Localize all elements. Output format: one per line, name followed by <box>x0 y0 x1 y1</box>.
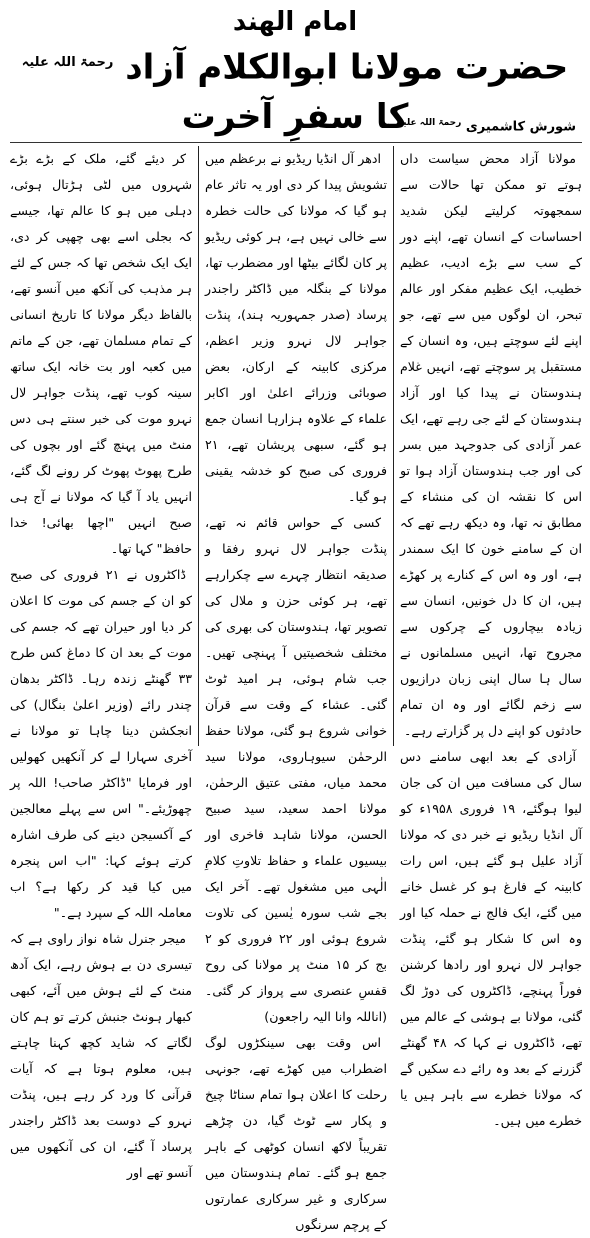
title-text-before: حضرت مولانا ابوالکلام آزاد <box>125 47 569 88</box>
top-rule <box>10 142 582 143</box>
header-small-title: امام الهند <box>232 7 358 37</box>
paragraph: آزادی کے بعد ابھی سامنے دس سال کی مسافت میں ان کی جان لیوا ہوگئے، ۱۹ فروری ۱۹۵۸ء کو آل انڈیا ریڈیو نے خبر دی کہ مولانا آزاد علیل ہو گئے ہیں، اس رات کابینہ کے فارغ ہو کر غسل خانے میں گئے، ایک فالج نے حملہ کیا اور وہ اس کا شکار ہو گئے، پنڈت جواہر لال نہرو اور رادھا کرشنن فوراً پہنچے، ڈاکٹروں کی دوڑ لگ گئی، مولانا بے ہوشی کے عالم میں تھے، ڈاکٹروں نے کہا کہ ۴۸ گھنٹے گزرنے کے بعد وہ رائے دے سکیں گے کہ مولانا خطرے سے باہر ہیں یا خطرے میں ہیں۔ <box>400 749 582 1128</box>
column-right <box>400 146 582 1128</box>
title-text-after: کا سفرِ آخرت <box>181 97 409 138</box>
column-middle <box>205 146 387 1232</box>
paragraph: مولانا آزاد محض سیاست داں ہوتے تو ممکن تھا حالات سے سمجھوتہ کرلیتے لیکن شدید احساسات کے انسان تھے، اپنے دور کے سب سے بڑے ادیب، عظیم خطیب، ایک عظیم مفکر اور عالم تبحر، ان لوگوں میں سے تھے، جو اپنے لئے سوچتے ہیں، وہ انسان کے مستقبل پر سوچتے تھے، انہیں غلام ہندوستان نے پیدا کیا اور آزاد ہندوستان کے لئے جی رہے تھے، ایک عمر آزادی کی جدوجہد میں بسر کی اور جب ہندوستان آزاد ہوا تو اس کا نقشہ ان کی منشاء کے مطابق نہ تھا، وہ دیکھ رہے تھے کہ ان کے سامنے خون کا ایک سمندر ہے، اور وہ اس کے کنارے پر کھڑے ہیں، ان کا دل خونیں، انسان سے زیادہ بیچاروں کے چرکوں سے مجروح تھا، انہیں مسلمانوں نے سال ہا سال اپنی زبان درازیوں سے زخم لگائے اور وہ ان تمام حادثوں کو اپنے دل پر گزارتے رہے۔ <box>400 151 582 738</box>
paragraph: کسی کے حواس قائم نہ تھے، پنڈت جواہر لال نہرو رفقا و صدیقہ انتظار چہرے سے چکرارہے تھے، ہر کوئی حزن و ملال کی تصویر تھا، ہندوستان کی بھری کی مختلف شخصیتیں آ پہنچی تھیں۔ جب شام ہوئی، ہر امید ٹوٹ گئی۔ عشاء کے وقت سے قرآن خوانی شروع ہو گئی، مولانا حفظ الرحمٰن سیوہاروی، مولانا سید محمد میاں، مفتی عتیق الرحمٰن، مولانا احمد سعید، سید صبیح الحسن، مولانا شاہد فاخری اور بیسیوں علماء و حفاظ تلاوتِ کلامِ الٰہی میں مشغول تھے۔ آخر ایک بجے شب سورہ یٰسین کی تلاوت شروع ہوئی اور ۲۲ فروری کو ۲ بج کر ۱۵ منٹ پر مولانا کی روح قفسِ عنصری سے پرواز کر گئی۔ (اناللہ وانا الیہ راجعون) <box>205 515 387 1024</box>
author-byline <box>398 118 576 134</box>
paragraph: میجر جنرل شاہ نواز راوی ہے کہ تیسری دن بے ہوش رہے، ایک آدھ منٹ کے لئے ہوش میں آئے، کبھی کبھار ہونٹ جنبش کرتے تو ہم کان لگاتے کہ شاید کچھ کہنا چاہتے ہیں، معلوم ہوتا ہے کہ آیات قرآنی کا ورد کر رہے ہیں، پنڈت نہرو کے دوست بعد ڈاکٹر راجندر پرساد آ گئے، ان کی آنکھوں میں آنسو تھے اور <box>10 931 192 1180</box>
column-left <box>10 146 192 1180</box>
author-name: شورش کاشمیری <box>465 119 576 135</box>
paragraph: ڈاکٹروں نے ۲۱ فروری کی صبح کو ان کے جسم کی موت کا اعلان کر دیا اور حیران تھے کہ جسم کی موت کے بعد ان کا دماغ کس طرح ۳۳ گھنٹے زندہ رہا۔ ڈاکٹر بدھان چندر رائے (وزیر اعلیٰ بنگال) کی انجکشن دینا چاہا تو مولانا نے آخری سہارا لے کر آنکھیں کھولیں اور فرمایا "ڈاکٹر صاحب! اللہ پر چھوڑیئے۔" اس سے پہلے معالجین کے آکسیجن دینے کی طرف اشارہ کرتے ہوئے کہا: "اب اس پنجرہ میں کیا قید کر رکھا ہے؟ اب معاملہ اللہ کے سپرد ہے۔" <box>10 567 192 920</box>
paragraph: اس وقت بھی سینکڑوں لوگ اضطراب میں کھڑے تھے، جونہی رحلت کا اعلان ہوا تمام سناٹا چیخ و پکار سے ٹوٹ گیا، دن چڑھے تقریباً لاکھ انسان کوٹھی کے باہر جمع ہو گئے۔ تمام ہندوستان میں سرکاری و غیر سرکاری عمارتوں کے پرچم سرنگوں <box>205 1035 387 1232</box>
paragraph: کر دیئے گئے، ملک کے بڑے بڑے شہروں میں لٹی ہڑتال ہوئی، دہلی میں ہو کا عالم تھا، جیسے کہ بجلی اسے بھی چھپی کر دی، ایک ایک شخص تھا کہ جس کے لئے ہر مذہب کی آنکھ میں آنسو تھے، بالفاظ دیگر مولانا کا تاریخ انسانی کے تمام مسلمان تھے، جن کے ماتم میں کعبہ اور بت خانہ ایک ساتھ سینہ کوب تھے، پنڈت جواہر لال نہرو موت کی خبر سنتے ہی دس منٹ میں پہنچ گئے اور بچوں کی طرح پھوٹ پھوٹ کر رونے لگ گئے، انہیں یاد آ گیا کہ مولانا نے آج ہی صبح انہیں "اچھا بھائی! خدا حافظ" کہا تھا۔ <box>10 151 192 556</box>
paragraph: ادھر آل انڈیا ریڈیو نے برعظم میں تشویش پیدا کر دی اور یہ تاثر عام ہو گیا کہ مولانا کی حالت خطرہ سے خالی نہیں ہے، ہر کوئی ریڈیو پر کان لگائے بیٹھا اور مضطرب تھا، مولانا کے بنگلہ میں ڈاکٹر راجندر پرساد (صدر جمہوریہ ہند)، پنڈت جواہر لال نہرو وزیر اعظم، مرکزی کابینہ کے ارکان، بعض صوبائی وزرائے اعلیٰ اور اکابر علماء کے علاوہ ہزارہا انسان جمع ہو گئے، سبھی پریشان تھے، ۲۱ فروری کی صبح کو خدشہ یقینی ہو گیا۔ <box>205 151 387 504</box>
column-divider <box>393 146 394 746</box>
column-divider <box>198 146 199 746</box>
title-honorific: رحمۃ اللہ علیہ <box>21 55 114 70</box>
article-columns <box>10 146 582 1232</box>
author-honorific: رحمۃ اللہ علیہ <box>397 118 462 128</box>
